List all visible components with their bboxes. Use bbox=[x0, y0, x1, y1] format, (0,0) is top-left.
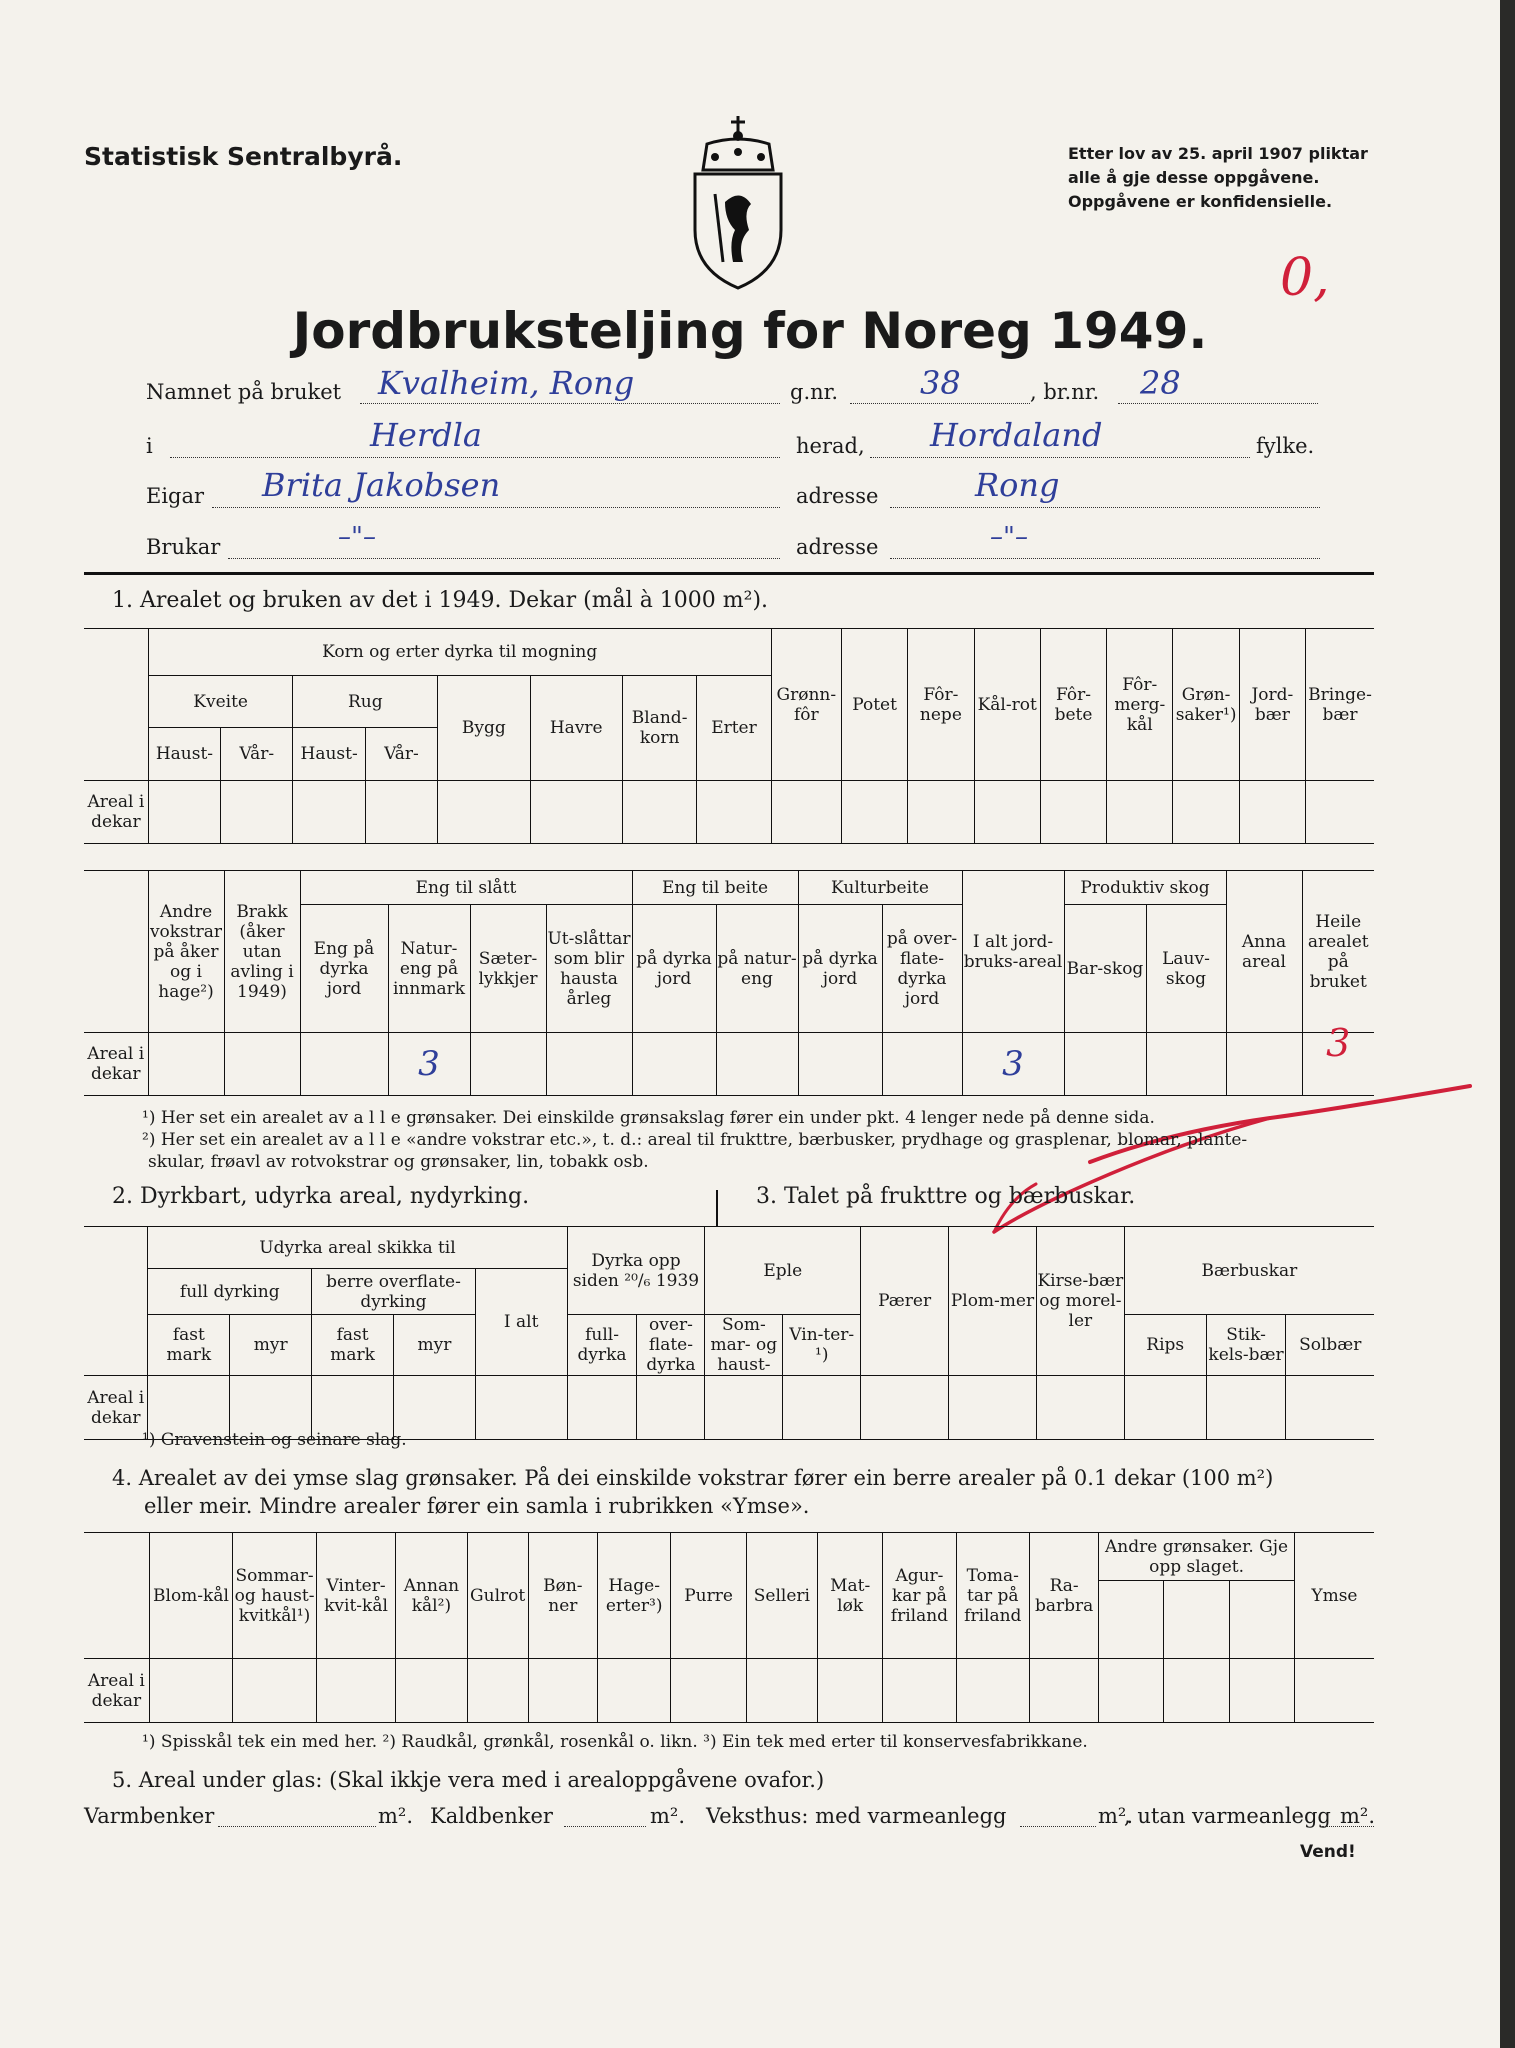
owner-line bbox=[212, 507, 780, 508]
row-label: Areal i dekar bbox=[84, 1033, 148, 1096]
legal-notice-line: Etter lov av 25. april 1907 pliktar bbox=[1068, 144, 1368, 163]
full-dyrking-header: full dyrking bbox=[148, 1269, 312, 1315]
row-label-cell bbox=[84, 629, 148, 781]
data-cell[interactable] bbox=[148, 1033, 224, 1096]
footnote: ¹) Gravenstein og seinare slag. bbox=[142, 1430, 407, 1450]
farm-name-field[interactable]: Kvalheim, Rong bbox=[378, 364, 635, 402]
owner-address-line bbox=[890, 507, 1320, 508]
data-cell[interactable] bbox=[149, 1659, 233, 1723]
data-cell[interactable] bbox=[771, 781, 841, 844]
col-kirsebaer: Kirse-bær og morel-ler bbox=[1036, 1227, 1124, 1376]
col-fast-mark: fast mark bbox=[148, 1315, 230, 1376]
data-cell[interactable] bbox=[818, 1659, 883, 1723]
kulturbeite-header: Kulturbeite bbox=[798, 871, 962, 905]
col-rug: Rug bbox=[293, 675, 438, 728]
produktiv-skog-header: Produktiv skog bbox=[1064, 871, 1226, 905]
col-myr: myr bbox=[230, 1315, 312, 1376]
col-barskog: Bar-skog bbox=[1064, 905, 1146, 1033]
red-pencil-mark bbox=[970, 1080, 1480, 1240]
col-havre: Havre bbox=[530, 675, 622, 780]
data-cell[interactable] bbox=[1206, 1376, 1286, 1440]
kaldbenker-field[interactable] bbox=[564, 1826, 646, 1827]
col-kb-dyrka: på dyrka jord bbox=[798, 905, 882, 1033]
data-cell[interactable] bbox=[530, 781, 622, 844]
col-kb-overflate: på over-flate-dyrka jord bbox=[882, 905, 962, 1033]
data-cell[interactable] bbox=[861, 1376, 949, 1440]
agency-name: Statistisk Sentralbyrå. bbox=[84, 142, 403, 171]
data-cell[interactable] bbox=[956, 1659, 1029, 1723]
col-matlok: Mat-løk bbox=[818, 1533, 883, 1659]
section4-heading: 4. Arealet av dei ymse slag grønsaker. På dei einskilde vokstrar fører ein berre arealer på 0.1 dekar (100 m²) bbox=[112, 1466, 1274, 1490]
glass-area-row bbox=[84, 1804, 1384, 1834]
row-label-cell bbox=[84, 1227, 148, 1376]
col-overflatedyrka: over-flate-dyrka bbox=[637, 1315, 705, 1376]
data-cell[interactable] bbox=[1286, 1376, 1374, 1440]
dyrka-opp-header: Dyrka opp siden ²⁰/₆ 1939 bbox=[567, 1227, 705, 1315]
col-erter: Erter bbox=[697, 675, 771, 780]
data-cell[interactable] bbox=[467, 1659, 528, 1723]
footnote: ¹) Spisskål tek ein med her. ²) Raudkål, grønkål, rosenkål o. likn. ³) Ein tek med erter til konservesfabrikkane. bbox=[142, 1732, 1088, 1752]
coat-of-arms-icon bbox=[685, 112, 791, 292]
col-plommer: Plom-mer bbox=[949, 1227, 1037, 1376]
berre-over-header: berre overflate-dyrking bbox=[312, 1269, 476, 1315]
col-kveite-haust: Haust- bbox=[148, 728, 220, 781]
col-potet: Potet bbox=[841, 629, 907, 781]
gnr-line bbox=[850, 403, 1030, 404]
col-kveite-vaar: Vår- bbox=[221, 728, 293, 781]
col-rips: Rips bbox=[1124, 1315, 1206, 1376]
section1-heading: 1. Arealet og bruken av det i 1949. Dekar (mål à 1000 m²). bbox=[112, 588, 769, 613]
data-cell[interactable] bbox=[632, 1033, 716, 1096]
data-cell[interactable] bbox=[1294, 1659, 1374, 1723]
user-address-line bbox=[890, 558, 1320, 559]
row-label: Areal i dekar bbox=[84, 1659, 149, 1723]
data-cell[interactable] bbox=[396, 1659, 467, 1723]
blank-header-cell[interactable] bbox=[1099, 1581, 1164, 1659]
col-lauvskog: Lauv-skog bbox=[1146, 905, 1226, 1033]
legal-notice-line: Oppgåvene er konfidensielle. bbox=[1068, 192, 1333, 211]
data-cell[interactable] bbox=[470, 1033, 546, 1096]
col-naturleng: Natur-eng på innmark bbox=[388, 905, 470, 1033]
legal-notice-line: alle å gje desse oppgåvene. bbox=[1068, 168, 1320, 187]
baerbuskar-header: Bærbuskar bbox=[1124, 1227, 1374, 1315]
brnr-label: , br.nr. bbox=[1030, 380, 1100, 404]
col-rug-haust: Haust- bbox=[293, 728, 365, 781]
data-cell[interactable] bbox=[974, 781, 1040, 844]
data-cell[interactable] bbox=[1107, 781, 1173, 844]
col-sommar-haust: Som-mar- og haust- bbox=[705, 1315, 783, 1376]
owner-field[interactable]: Brita Jakobsen bbox=[262, 466, 501, 504]
row-label: Areal i dekar bbox=[84, 1376, 148, 1440]
section4-heading-cont: eller meir. Mindre arealer fører ein samla i rubrikken «Ymse». bbox=[144, 1494, 810, 1518]
user-field[interactable]: –"– bbox=[338, 522, 376, 552]
data-cell[interactable] bbox=[528, 1659, 597, 1723]
col-eng-dyrka: Eng på dyrka jord bbox=[300, 905, 388, 1033]
col-annankal: Annan kål²) bbox=[396, 1533, 467, 1659]
data-cell[interactable] bbox=[746, 1659, 817, 1723]
footnote: ²) Her set ein arealet av a l l e «andre vokstrar etc.», t. d.: areal til frukttre, bærbusker, prydhage og grasplenar, blomar, plante- bbox=[142, 1130, 1248, 1150]
data-cell[interactable] bbox=[1040, 781, 1106, 844]
row-label-cell bbox=[84, 871, 148, 1033]
in-label: i bbox=[146, 434, 153, 458]
footnote: skular, frøavl av rotvokstrar og grønsaker, lin, tobakk osb. bbox=[148, 1152, 649, 1172]
col-brakk: Brakk (åker utan avling i 1949) bbox=[224, 871, 300, 1033]
col-anna-areal: Anna areal bbox=[1226, 871, 1302, 1033]
data-cell[interactable] bbox=[705, 1376, 783, 1440]
veksthus-label: Veksthus: med varmeanlegg bbox=[706, 1804, 1007, 1828]
col-forbete: Fôr-bete bbox=[1040, 629, 1106, 781]
land-use-table bbox=[84, 870, 1374, 1096]
col-kalrot: Kål-rot bbox=[974, 629, 1040, 781]
col-vinter: Vin-ter-¹) bbox=[783, 1315, 861, 1376]
col-rabarbra: Ra-barbra bbox=[1029, 1533, 1098, 1659]
blank-header-cell[interactable] bbox=[1229, 1581, 1294, 1659]
section2-heading: 2. Dyrkbart, udyrka areal, nydyrking. bbox=[112, 1184, 530, 1209]
county-field[interactable]: Hordaland bbox=[930, 416, 1103, 454]
user-label: Brukar bbox=[146, 535, 221, 559]
i-alt-value[interactable]: 3 bbox=[962, 1033, 1064, 1096]
eng-beite-header: Eng til beite bbox=[632, 871, 798, 905]
data-cell[interactable] bbox=[316, 1659, 395, 1723]
gnr-field[interactable]: 38 bbox=[920, 364, 961, 402]
col-bygg: Bygg bbox=[438, 675, 530, 780]
data-cell[interactable] bbox=[1099, 1659, 1164, 1723]
col-blomkal: Blom-kål bbox=[149, 1533, 233, 1659]
col-fornepe: Fôr-nepe bbox=[908, 629, 974, 781]
unit: m². bbox=[1340, 1804, 1376, 1828]
data-cell[interactable] bbox=[1239, 781, 1305, 844]
section5-heading: 5. Areal under glas: (Skal ikkje vera med i arealoppgåvene ovafor.) bbox=[112, 1768, 825, 1792]
col-agurkar: Agur-kar på friland bbox=[883, 1533, 956, 1659]
farm-name-line bbox=[360, 403, 780, 404]
col-kveite: Kveite bbox=[148, 675, 293, 728]
data-cell[interactable] bbox=[233, 1659, 317, 1723]
data-cell[interactable] bbox=[1306, 781, 1374, 844]
data-cell[interactable] bbox=[841, 781, 907, 844]
data-cell[interactable] bbox=[697, 781, 771, 844]
col-gulrot: Gulrot bbox=[467, 1533, 528, 1659]
col-rug-vaar: Vår- bbox=[365, 728, 437, 781]
data-cell[interactable] bbox=[1229, 1659, 1294, 1723]
unit: m². bbox=[378, 1804, 414, 1828]
gnr-label: g.nr. bbox=[790, 380, 839, 404]
owner-address-field[interactable]: Rong bbox=[975, 466, 1060, 504]
page-title: Jordbruksteljing for Noreg 1949. bbox=[292, 302, 1208, 360]
data-cell[interactable] bbox=[1029, 1659, 1098, 1723]
col-saeter: Sæter-lykkjer bbox=[470, 905, 546, 1033]
divider bbox=[716, 1190, 718, 1226]
korn-group-header: Korn og erter dyrka til mogning bbox=[148, 629, 771, 676]
data-cell[interactable] bbox=[224, 1033, 300, 1096]
col-myr: myr bbox=[393, 1315, 475, 1376]
row-label: Areal i dekar bbox=[84, 781, 148, 844]
data-cell[interactable] bbox=[148, 781, 220, 844]
data-cell[interactable] bbox=[475, 1376, 567, 1440]
col-sommarkal: Sommar- og haust-kvitkål¹) bbox=[233, 1533, 317, 1659]
data-cell[interactable] bbox=[300, 1033, 388, 1096]
herad-label: herad, bbox=[796, 434, 865, 458]
col-tomatar: Toma-tar på friland bbox=[956, 1533, 1029, 1659]
col-andre-vokstrar: Andre vokstrar på åker og i hage²) bbox=[148, 871, 224, 1033]
col-formergkal: Fôr-merg-kål bbox=[1107, 629, 1173, 781]
fylke-label: fylke. bbox=[1256, 434, 1315, 458]
utan-varme-label: , utan varmeanlegg bbox=[1124, 1804, 1331, 1828]
varmbenker-label: Varmbenker bbox=[84, 1804, 215, 1828]
col-utslattar: Ut-slåttar som blir hausta årleg bbox=[546, 905, 632, 1033]
heile-arealet-value[interactable]: 3 bbox=[1302, 1033, 1374, 1096]
col-beite-naturleng: på natur-eng bbox=[716, 905, 798, 1033]
margin-mark: 0, bbox=[1280, 248, 1330, 308]
data-cell[interactable] bbox=[798, 1033, 882, 1096]
col-i-alt: I alt jord-bruks-areal bbox=[962, 871, 1064, 1033]
eple-header: Eple bbox=[705, 1227, 861, 1315]
data-cell[interactable] bbox=[1164, 1659, 1229, 1723]
col-jordbaer: Jord-bær bbox=[1239, 629, 1305, 781]
data-cell[interactable] bbox=[883, 1659, 956, 1723]
data-cell[interactable] bbox=[637, 1376, 705, 1440]
user-address-label: adresse bbox=[796, 535, 879, 559]
kaldbenker-label: Kaldbenker bbox=[430, 1804, 553, 1828]
veksthus-varme-field[interactable] bbox=[1020, 1826, 1096, 1827]
col-ymse: Ymse bbox=[1294, 1533, 1374, 1659]
municipality-line bbox=[170, 457, 780, 458]
footnote: ¹) Her set ein arealet av a l l e grønsaker. Dei einskilde grønsakslag fører ein under pkt. 4 lenger nede på denne sida. bbox=[142, 1108, 1155, 1128]
col-purre: Purre bbox=[671, 1533, 746, 1659]
data-cell[interactable] bbox=[293, 781, 365, 844]
col-bonner: Bøn-ner bbox=[528, 1533, 597, 1659]
col-beite-dyrka: på dyrka jord bbox=[632, 905, 716, 1033]
owner-label: Eigar bbox=[146, 484, 205, 508]
data-cell[interactable] bbox=[1036, 1376, 1124, 1440]
divider bbox=[84, 572, 1374, 575]
data-cell[interactable] bbox=[622, 781, 696, 844]
data-cell[interactable] bbox=[783, 1376, 861, 1440]
owner-address-label: adresse bbox=[796, 484, 879, 508]
col-selleri: Selleri bbox=[746, 1533, 817, 1659]
brnr-field[interactable]: 28 bbox=[1140, 364, 1181, 402]
col-blandkorn: Bland-korn bbox=[622, 675, 696, 780]
data-cell[interactable] bbox=[671, 1659, 746, 1723]
row-label-cell bbox=[84, 1533, 149, 1659]
data-cell[interactable] bbox=[716, 1033, 798, 1096]
farm-name-label: Namnet på bruket bbox=[146, 380, 342, 404]
col-solbaer: Solbær bbox=[1286, 1315, 1374, 1376]
vend-note: Vend! bbox=[1300, 1842, 1356, 1862]
eng-slatt-header: Eng til slått bbox=[300, 871, 632, 905]
data-cell[interactable] bbox=[221, 781, 293, 844]
col-fulldyrka: full-dyrka bbox=[567, 1315, 637, 1376]
unit: m². bbox=[650, 1804, 686, 1828]
col-i-alt: I alt bbox=[475, 1269, 567, 1376]
section3-heading: 3. Talet på frukttre og bærbuskar. bbox=[756, 1184, 1136, 1209]
data-cell[interactable] bbox=[567, 1376, 637, 1440]
col-hageerter: Hage-erter³) bbox=[597, 1533, 670, 1659]
data-cell[interactable] bbox=[1124, 1376, 1206, 1440]
varmbenker-field[interactable] bbox=[218, 1826, 376, 1827]
col-gronnfor: Grønn-fôr bbox=[771, 629, 841, 781]
brnr-line bbox=[1118, 403, 1318, 404]
county-line bbox=[870, 457, 1250, 458]
data-cell[interactable] bbox=[597, 1659, 670, 1723]
unit-m2: m². bbox=[1098, 1804, 1134, 1828]
col-bringebaer: Bringe-bær bbox=[1306, 629, 1374, 781]
data-cell[interactable] bbox=[882, 1033, 962, 1096]
blank-header-cell[interactable] bbox=[1164, 1581, 1229, 1659]
udyrka-header: Udyrka areal skikka til bbox=[148, 1227, 567, 1269]
user-address-field[interactable]: –"– bbox=[990, 522, 1028, 552]
naturleng-value[interactable]: 3 bbox=[388, 1033, 470, 1096]
legal-notice bbox=[1068, 142, 1368, 214]
data-cell[interactable] bbox=[908, 781, 974, 844]
data-cell[interactable] bbox=[1173, 781, 1239, 844]
municipality-field[interactable]: Herdla bbox=[370, 416, 482, 454]
fruit-table bbox=[84, 1226, 1374, 1440]
data-cell[interactable] bbox=[949, 1376, 1037, 1440]
andre-gronsaker-header: Andre grønsaker. Gje opp slaget. bbox=[1099, 1533, 1295, 1581]
col-fast-mark: fast mark bbox=[312, 1315, 394, 1376]
col-heile-arealet: Heile arealet på bruket bbox=[1302, 871, 1374, 1033]
col-stikkelsbaer: Stik-kels-bær bbox=[1206, 1315, 1286, 1376]
data-cell[interactable] bbox=[546, 1033, 632, 1096]
col-vinterkal: Vinter-kvit-kål bbox=[316, 1533, 395, 1659]
data-cell[interactable] bbox=[365, 781, 437, 844]
vegetable-table bbox=[84, 1532, 1374, 1723]
user-line bbox=[228, 558, 780, 559]
col-paerer: Pærer bbox=[861, 1227, 949, 1376]
col-gronsaker: Grøn-saker¹) bbox=[1173, 629, 1239, 781]
crop-table bbox=[84, 628, 1374, 844]
data-cell[interactable] bbox=[438, 781, 530, 844]
